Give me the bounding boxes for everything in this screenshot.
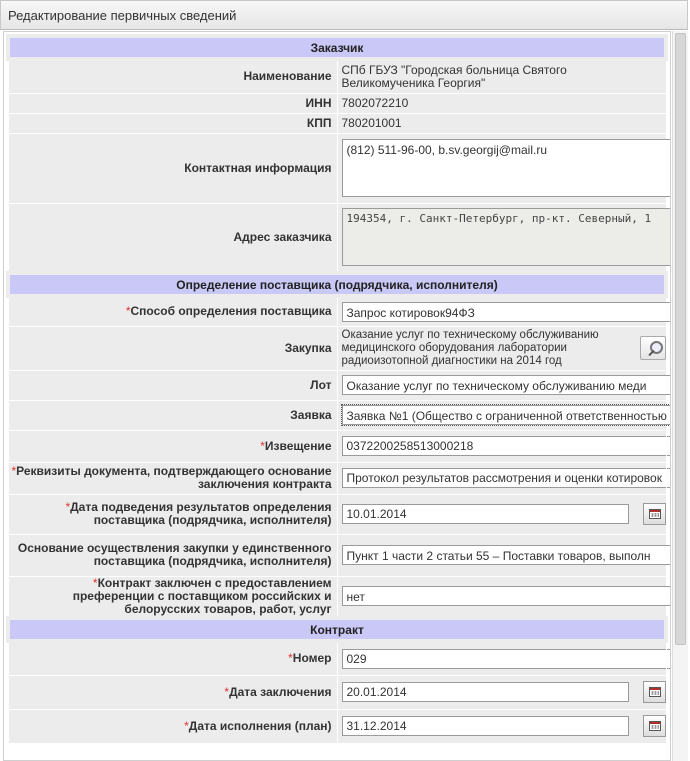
signed-date-input[interactable]: 20.01.2014	[342, 682, 630, 702]
bid-selected: Заявка №1 (Общество с ограниченной ответственностью	[346, 409, 667, 423]
purchase-label: Закупка	[8, 326, 337, 370]
preference-select[interactable]	[342, 586, 672, 606]
address-label: Адрес заказчика	[8, 203, 337, 273]
contact-text: (812) 511-96-00, b.sv.georgij@mail.ru	[346, 143, 547, 157]
calendar-icon[interactable]	[643, 715, 665, 737]
required-mark: *	[260, 438, 265, 453]
row-customer-name	[8, 59, 666, 93]
method-selected: Запрос котировок94ФЗ	[346, 305, 475, 320]
required-mark: *	[92, 575, 98, 590]
required-mark: *	[288, 651, 293, 666]
row-inn	[8, 93, 666, 113]
section-title: Контракт	[8, 618, 666, 641]
kpp-value: 780201001	[337, 113, 666, 133]
bid-select[interactable]	[342, 405, 672, 425]
row-notice	[8, 430, 666, 462]
customer-name-value: СПб ГБУЗ "Городская больница Святого Великомученика Георгия"	[337, 59, 666, 93]
row-kpp	[8, 113, 666, 133]
row-method	[8, 296, 666, 326]
number-label: Номер	[292, 651, 332, 666]
calendar-icon[interactable]	[643, 681, 665, 703]
section-contract	[8, 618, 666, 641]
section-title: Определение поставщика (подрядчика, исполнителя)	[8, 273, 666, 296]
row-contact	[8, 133, 666, 203]
row-address	[8, 203, 666, 273]
exec-date-input[interactable]: 31.12.2014	[342, 716, 630, 736]
required-mark: *	[125, 304, 131, 319]
preference-selected: нет	[346, 590, 365, 605]
section-customer	[8, 36, 666, 59]
docs-label: Реквизиты документа, подтверждающего основание заключения контракта	[16, 464, 332, 491]
row-result-date	[8, 494, 666, 534]
required-mark: *	[224, 684, 230, 699]
row-lot	[8, 370, 666, 400]
kpp-label: КПП	[8, 113, 337, 133]
contact-label: Контактная информация	[8, 133, 337, 203]
vertical-scrollbar[interactable]	[672, 31, 688, 761]
exec-date-label: Дата исполнения (план)	[188, 718, 332, 733]
inn-value: 7802072210	[337, 93, 666, 113]
contact-textarea[interactable]	[342, 139, 672, 197]
lot-select[interactable]	[342, 375, 672, 395]
address-text: 194354, г. Санкт-Петербург, пр-кт. Северный, 1	[346, 212, 652, 226]
section-title: Заказчик	[8, 36, 666, 59]
required-mark: *	[65, 500, 71, 514]
method-label: Способ определения поставщика	[130, 304, 332, 319]
inn-label: ИНН	[8, 93, 337, 113]
number-input[interactable]: 029	[342, 649, 672, 669]
required-mark: *	[184, 718, 189, 733]
single-supplier-label: Основание осуществления закупки у единственного поставщика (подрядчика, исполнителя)	[8, 534, 337, 576]
lot-label: Лот	[8, 370, 337, 400]
row-signed-date	[8, 675, 666, 709]
signed-date-label: Дата заключения	[229, 684, 332, 699]
single-supplier-select[interactable]	[342, 545, 672, 565]
bid-label: Заявка	[8, 400, 337, 430]
required-mark: *	[11, 464, 17, 478]
row-single-supplier	[8, 534, 666, 576]
result-date-input[interactable]: 10.01.2014	[342, 504, 630, 524]
row-number	[8, 641, 666, 675]
form-panel	[3, 31, 671, 761]
row-bid	[8, 400, 666, 430]
result-date-label: Дата подведения результатов определения поставщика (подрядчика, исполнителя)	[70, 500, 332, 527]
purchase-value: Оказание услуг по техническому обслуживанию медицинского оборудования лаборатории радиоизотопной диагностики на 2014 год	[341, 328, 599, 367]
calendar-icon[interactable]	[643, 503, 665, 525]
address-textarea[interactable]	[342, 208, 672, 266]
notice-input[interactable]: 0372200258513000218	[342, 436, 672, 456]
form-table	[6, 34, 668, 744]
customer-name-label: Наименование	[8, 59, 337, 93]
lot-selected: Оказание услуг по техническому обслуживанию меди	[346, 379, 647, 393]
row-preference	[8, 576, 666, 618]
docs-input[interactable]: Протокол результатов рассмотрения и оценки котировок	[342, 468, 672, 488]
preference-label: Контракт заключен с предоставлением преференции с поставщиком российских и белорусских товаров, работ, услуг	[72, 575, 332, 616]
section-supplier	[8, 273, 666, 296]
single-supplier-selected: Пункт 1 части 2 статьи 55 – Поставки товаров, выполн	[346, 549, 651, 563]
notice-label: Извещение	[264, 438, 332, 453]
row-purchase	[8, 326, 666, 370]
row-exec-date	[8, 709, 666, 743]
scrollbar-thumb[interactable]	[675, 33, 686, 645]
magnifier-icon[interactable]	[640, 336, 666, 360]
window-title: Редактирование первичных сведений	[8, 8, 237, 23]
method-select[interactable]	[342, 302, 672, 322]
row-docs	[8, 462, 666, 494]
window-titlebar	[0, 0, 688, 30]
